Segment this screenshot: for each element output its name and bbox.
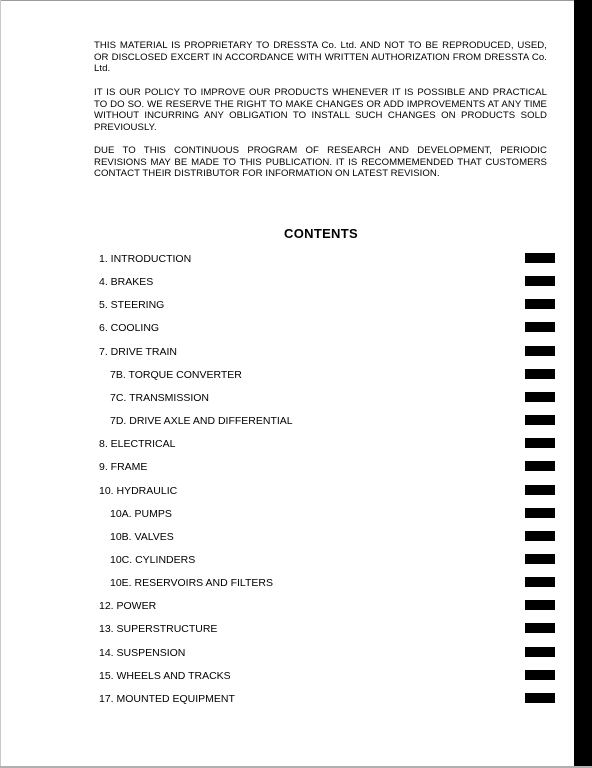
section-thumb-tab <box>525 253 555 263</box>
toc-row[interactable] <box>0 322 574 340</box>
toc-row[interactable] <box>0 554 574 572</box>
section-thumb-tab <box>525 438 555 448</box>
toc-entry-label: 10B. VALVES <box>110 531 174 543</box>
toc-row[interactable] <box>0 253 574 271</box>
toc-entry-label: 7D. DRIVE AXLE AND DIFFERENTIAL <box>110 415 293 427</box>
toc-entry-label: 17. MOUNTED EQUIPMENT <box>99 693 235 705</box>
toc-row[interactable] <box>0 415 574 433</box>
toc-entry-label: 7B. TORQUE CONVERTER <box>110 369 242 381</box>
section-thumb-tab <box>525 600 555 610</box>
toc-row[interactable] <box>0 670 574 688</box>
toc-entry-label: 10C. CYLINDERS <box>110 554 196 566</box>
toc-row[interactable] <box>0 647 574 665</box>
toc-entry-label: 5. STEERING <box>99 299 165 311</box>
toc-entry-label: 4. BRAKES <box>99 276 154 288</box>
toc-entry-label: 9. FRAME <box>99 461 148 473</box>
toc-entry-label: 8. ELECTRICAL <box>99 438 176 450</box>
section-thumb-tab <box>525 276 555 286</box>
section-thumb-tab <box>525 577 555 587</box>
section-thumb-tab <box>525 369 555 379</box>
improvement-policy-notice: IT IS OUR POLICY TO IMPROVE OUR PRODUCTS WHENEVER IT IS POSSIBLE AND PRACTICAL TO DO SO. WE RESERVE THE RIGHT TO MAKE CHANGES OR ADD IMPROVEMENTS AT ANY TIME WITHOUT INCURRING ANY OBLIGATION TO INSTALL SUCH CHANGES ON PRODUCTS SOLD PREVIOUSLY. <box>94 87 547 133</box>
section-thumb-tab <box>525 415 555 425</box>
toc-entry-label: 10A. PUMPS <box>110 508 172 520</box>
revision-notice: DUE TO THIS CONTINUOUS PROGRAM OF RESEARCH AND DEVELOPMENT, PERIODIC REVISIONS MAY BE MADE TO THIS PUBLICATION. IT IS RECOMMEMENDED THAT CUSTOMERS CONTACT THEIR DISTRIBUTOR FOR INFORMATION ON LATEST REVISION. <box>94 145 547 179</box>
toc-row[interactable] <box>0 438 574 456</box>
page-border-top <box>0 0 592 1</box>
toc-row[interactable] <box>0 623 574 641</box>
toc-row[interactable] <box>0 485 574 503</box>
section-thumb-tab <box>525 693 555 703</box>
page-edge-black-strip <box>574 0 592 768</box>
section-thumb-tab <box>525 461 555 471</box>
toc-entry-label: 13. SUPERSTRUCTURE <box>99 623 218 635</box>
toc-row[interactable] <box>0 276 574 294</box>
toc-row[interactable] <box>0 531 574 549</box>
toc-entry-label: 7C. TRANSMISSION <box>110 392 209 404</box>
section-thumb-tab <box>525 392 555 402</box>
toc-row[interactable] <box>0 577 574 595</box>
toc-entry-label: 10E. RESERVOIRS AND FILTERS <box>110 577 273 589</box>
toc-entry-label: 6. COOLING <box>99 322 160 334</box>
section-thumb-tab <box>525 299 555 309</box>
toc-entry-label: 7. DRIVE TRAIN <box>99 346 177 358</box>
section-thumb-tab <box>525 670 555 680</box>
section-thumb-tab <box>525 322 555 332</box>
toc-entry-label: 15. WHEELS AND TRACKS <box>99 670 231 682</box>
toc-entry-label: 1. INTRODUCTION <box>99 253 192 265</box>
section-thumb-tab <box>525 554 555 564</box>
section-thumb-tab <box>525 647 555 657</box>
toc-entry-label: 10. HYDRAULIC <box>99 485 178 497</box>
section-thumb-tab <box>525 623 555 633</box>
toc-row[interactable] <box>0 461 574 479</box>
toc-row[interactable] <box>0 693 574 711</box>
toc-entry-label: 12. POWER <box>99 600 157 612</box>
section-thumb-tab <box>525 485 555 495</box>
toc-entry-label: 14. SUSPENSION <box>99 647 186 659</box>
section-thumb-tab <box>525 508 555 518</box>
section-thumb-tab <box>525 346 555 356</box>
section-thumb-tab <box>525 531 555 541</box>
contents-heading: CONTENTS <box>284 226 358 241</box>
toc-row[interactable] <box>0 346 574 364</box>
toc-row[interactable] <box>0 600 574 618</box>
toc-row[interactable] <box>0 508 574 526</box>
toc-row[interactable] <box>0 369 574 387</box>
toc-row[interactable] <box>0 299 574 317</box>
toc-row[interactable] <box>0 392 574 410</box>
proprietary-notice: THIS MATERIAL IS PROPRIETARY TO DRESSTA Co. Ltd. AND NOT TO BE REPRODUCED, USED, OR DISCLOSED EXCERT IN ACCORDANCE WITH WRITTEN AUTHORIZATION FROM DRESSTA Co. Ltd. <box>94 40 547 74</box>
